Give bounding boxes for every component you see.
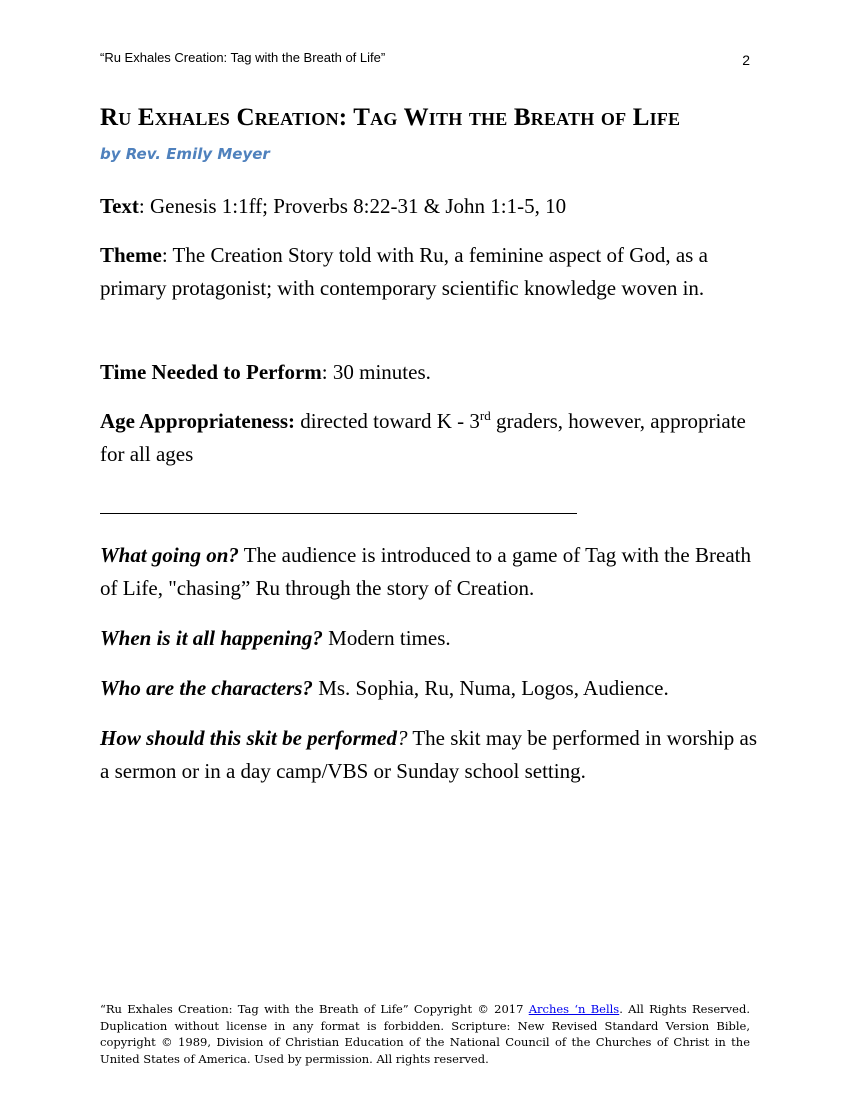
question-how-mark: ? <box>396 726 408 750</box>
age-field <box>100 405 760 471</box>
arches-n-bells-link[interactable]: Arches ‘n Bells <box>528 1002 620 1016</box>
time-label: Time Needed to Perform <box>100 360 322 384</box>
question-when <box>100 622 760 655</box>
question-how-answer: The skit may be performed in worship as a sermon or in a day camp/VBS or Sunday school setting. <box>100 726 757 783</box>
footer-post: . All Rights Reserved. Duplication without license in any format is forbidden. Scripture: New Revised Standard Version Bible, copyright © 1989, Division of Christian Education of the National Council of the Churches of Christ in the United States of America. Used by permission. All rights reserved. <box>100 1002 750 1066</box>
question-what <box>100 539 760 605</box>
running-title: “Ru Exhales Creation: Tag with the Breath of Life” <box>100 50 386 65</box>
running-header <box>100 50 750 68</box>
question-who <box>100 672 760 705</box>
question-how <box>100 722 760 788</box>
theme-label: Theme <box>100 243 162 267</box>
theme-value: The Creation Story told with Ru, a feminine aspect of God, as a primary protagonist; with contemporary scientific knowledge woven in. <box>100 243 708 300</box>
question-who-answer: Ms. Sophia, Ru, Numa, Logos, Audience. <box>312 676 669 700</box>
age-label: Age Appropriateness: <box>100 409 296 433</box>
question-what-answer: The audience is introduced to a game of Tag with the Breath of Life, "chasing” Ru through the story of Creation. <box>100 543 751 600</box>
page-number: 2 <box>742 52 750 68</box>
age-value-sup: rd <box>479 408 491 423</box>
section-divider <box>100 513 577 514</box>
footer-pre: “Ru Exhales Creation: Tag with the Breath of Life” Copyright © 2017 <box>100 1002 529 1016</box>
text-value: Genesis 1:1ff; Proverbs 8:22-31 & John 1:1-5, 10 <box>150 194 567 218</box>
text-field: Text: Genesis 1:1ff; Proverbs 8:22-31 & John 1:1-5, 10 <box>100 194 567 218</box>
theme-field: Theme: The Creation Story told with Ru, a feminine aspect of God, as a primary protagonist; with contemporary scientific knowledge woven in. <box>100 243 708 300</box>
age-value-post: graders, however, appropriate for all ages <box>100 409 746 466</box>
copyright-footer <box>100 1001 750 1067</box>
question-when-answer: Modern times. <box>322 626 451 650</box>
time-value: 30 minutes. <box>332 360 431 384</box>
time-field: Time Needed to Perform: 30 minutes. <box>100 360 431 384</box>
question-what-label: What going on? <box>100 543 239 567</box>
question-who-label: Who are the characters? <box>100 676 313 700</box>
question-how-label: How should this skit be performed <box>100 726 397 750</box>
question-when-label: When is it all happening? <box>100 626 323 650</box>
byline: by Rev. Emily Meyer <box>100 145 270 163</box>
age-value-pre: directed toward K - 3 <box>295 409 480 433</box>
document-title: Ru Exhales Creation: Tag With the Breath of Life <box>100 104 681 131</box>
text-label: Text <box>100 194 139 218</box>
